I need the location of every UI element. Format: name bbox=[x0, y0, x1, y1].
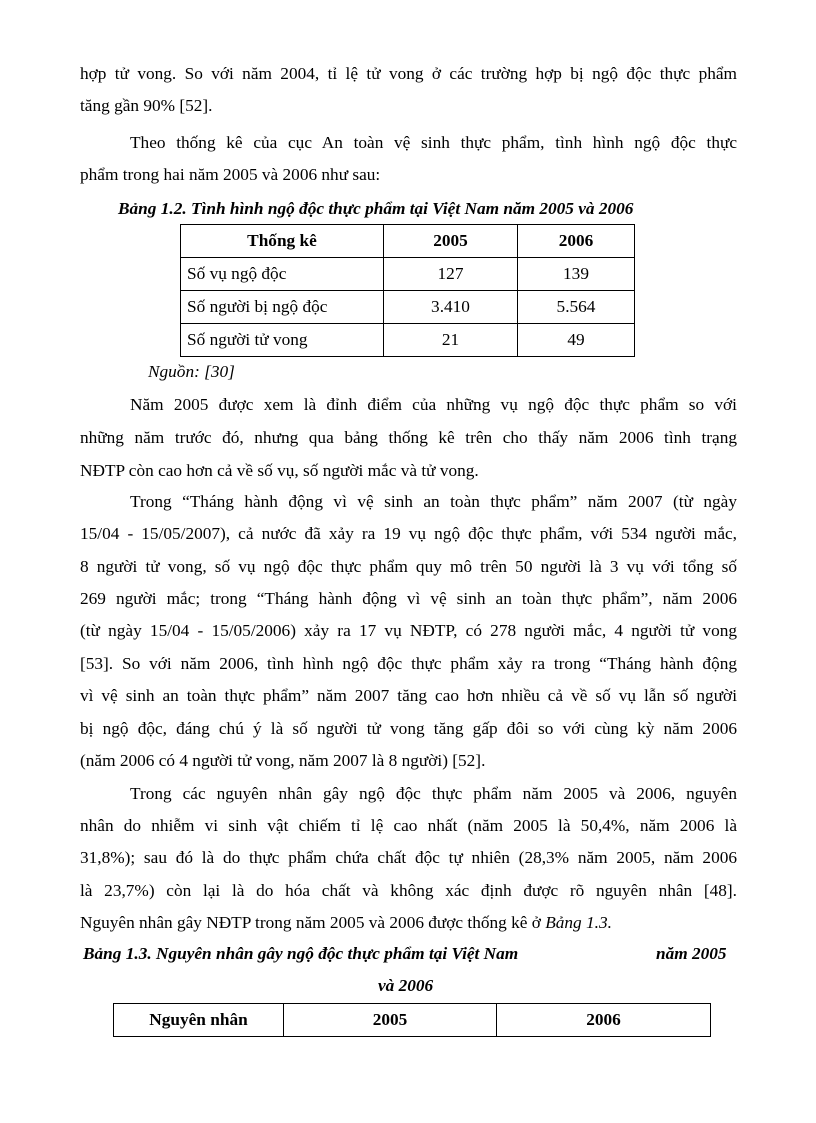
para4-line8: bị ngộ độc, đáng chú ý là số người tử vong tăng gấp đôi so với cùng kỳ năm 2006 bbox=[80, 719, 737, 738]
table13-header-row bbox=[114, 1004, 711, 1037]
para4-line9: (năm 2006 có 4 người tử vong, năm 2007 là 8 người) [52]. bbox=[80, 751, 486, 770]
table12-caption: Bảng 1.2. Tình hình ngộ độc thực phẩm tại Việt Nam năm 2005 và 2006 bbox=[118, 199, 634, 218]
table12-cell: Số người bị ngộ độc bbox=[181, 291, 384, 324]
para1-line1: hợp tử vong. So với năm 2004, tỉ lệ tử vong ở các trường hợp bị ngộ độc thực phẩm bbox=[80, 64, 737, 83]
para4-line7: vì vệ sinh an toàn thực phẩm” năm 2007 tăng cao hơn nhiều cả về số vụ lẫn số người bbox=[80, 686, 737, 705]
table12-header-2006: 2006 bbox=[518, 225, 635, 258]
table12-cell: 21 bbox=[384, 324, 518, 357]
table12-header-stat: Thống kê bbox=[181, 225, 384, 258]
para3-line2: những năm trước đó, nhưng qua bảng thống kê trên cho thấy năm 2006 tình trạng bbox=[80, 428, 737, 447]
table12-cell: 139 bbox=[518, 258, 635, 291]
table12-cell: 5.564 bbox=[518, 291, 635, 324]
para2-line2: phẩm trong hai năm 2005 và 2006 như sau: bbox=[80, 165, 381, 184]
para5-line1: Trong các nguyên nhân gây ngộ độc thực phẩm năm 2005 và 2006, nguyên bbox=[130, 784, 737, 803]
table13-header-2006: 2006 bbox=[497, 1004, 711, 1037]
table12-cell: 49 bbox=[518, 324, 635, 357]
table12-cell: Số vụ ngộ độc bbox=[181, 258, 384, 291]
table13-reference: Bảng 1.3. bbox=[545, 913, 612, 932]
para4-line2: 15/04 - 15/05/2007), cả nước đã xảy ra 19 vụ ngộ độc thực phẩm, với 534 người mắc, bbox=[80, 524, 737, 543]
table12-source: Nguồn: [30] bbox=[148, 362, 235, 381]
para4-line1: Trong “Tháng hành động vì vệ sinh an toàn thực phẩm” năm 2007 (từ ngày bbox=[130, 492, 737, 511]
para5-line4: là 23,7%) còn lại là do hóa chất và không xác định được rõ nguyên nhân [48]. bbox=[80, 881, 737, 900]
para2-line1: Theo thống kê của cục An toàn vệ sinh thực phẩm, tình hình ngộ độc thực bbox=[130, 133, 737, 152]
table13 bbox=[113, 1003, 711, 1037]
para5-line2: nhân do nhiễm vi sinh vật chiếm tỉ lệ cao nhất (năm 2005 là 50,4%, năm 2006 là bbox=[80, 816, 737, 835]
table13-caption-part1: Bảng 1.3. Nguyên nhân gây ngộ độc thực phẩm tại Việt Nam bbox=[83, 944, 519, 963]
para5-line5 bbox=[80, 913, 612, 933]
table12-cell: 127 bbox=[384, 258, 518, 291]
table13-caption-part2: năm 2005 bbox=[656, 944, 727, 963]
table12-header-row bbox=[181, 225, 635, 258]
para4-line4: 269 người mắc; trong “Tháng hành động vì vệ sinh an toàn thực phẩm”, năm 2006 bbox=[80, 589, 737, 608]
para3-line1: Năm 2005 được xem là đỉnh điểm của những vụ ngộ độc thực phẩm so với bbox=[130, 395, 737, 414]
table13-header-2005: 2005 bbox=[284, 1004, 497, 1037]
table13-header-cause: Nguyên nhân bbox=[114, 1004, 284, 1037]
table12-cell: 3.410 bbox=[384, 291, 518, 324]
table12-cell: Số người tử vong bbox=[181, 324, 384, 357]
para5-line3: 31,8%); sau đó là do thực phẩm chứa chất độc tự nhiên (28,3% năm 2005, năm 2006 bbox=[80, 848, 737, 867]
para4-line3: 8 người tử vong, số vụ ngộ độc thực phẩm quy mô trên 50 người là 3 vụ với tổng số bbox=[80, 557, 737, 576]
table-row bbox=[181, 258, 635, 291]
table12 bbox=[180, 224, 635, 357]
table12-header-2005: 2005 bbox=[384, 225, 518, 258]
para4-line5: (từ ngày 15/04 - 15/05/2006) xảy ra 17 vụ NĐTP, có 278 người mắc, 4 người tử vong bbox=[80, 621, 737, 640]
para5-line5-text: Nguyên nhân gây NĐTP trong năm 2005 và 2006 được thống kê ở bbox=[80, 913, 546, 932]
table13-caption-part3: và 2006 bbox=[378, 976, 434, 995]
para3-line3: NĐTP còn cao hơn cả về số vụ, số người mắc và tử vong. bbox=[80, 461, 479, 480]
para1-line2: tăng gần 90% [52]. bbox=[80, 96, 213, 115]
table-row bbox=[181, 324, 635, 357]
table-row bbox=[181, 291, 635, 324]
para4-line6: [53]. So với năm 2006, tình hình ngộ độc thực phẩm xảy ra trong “Tháng hành động bbox=[80, 654, 737, 673]
